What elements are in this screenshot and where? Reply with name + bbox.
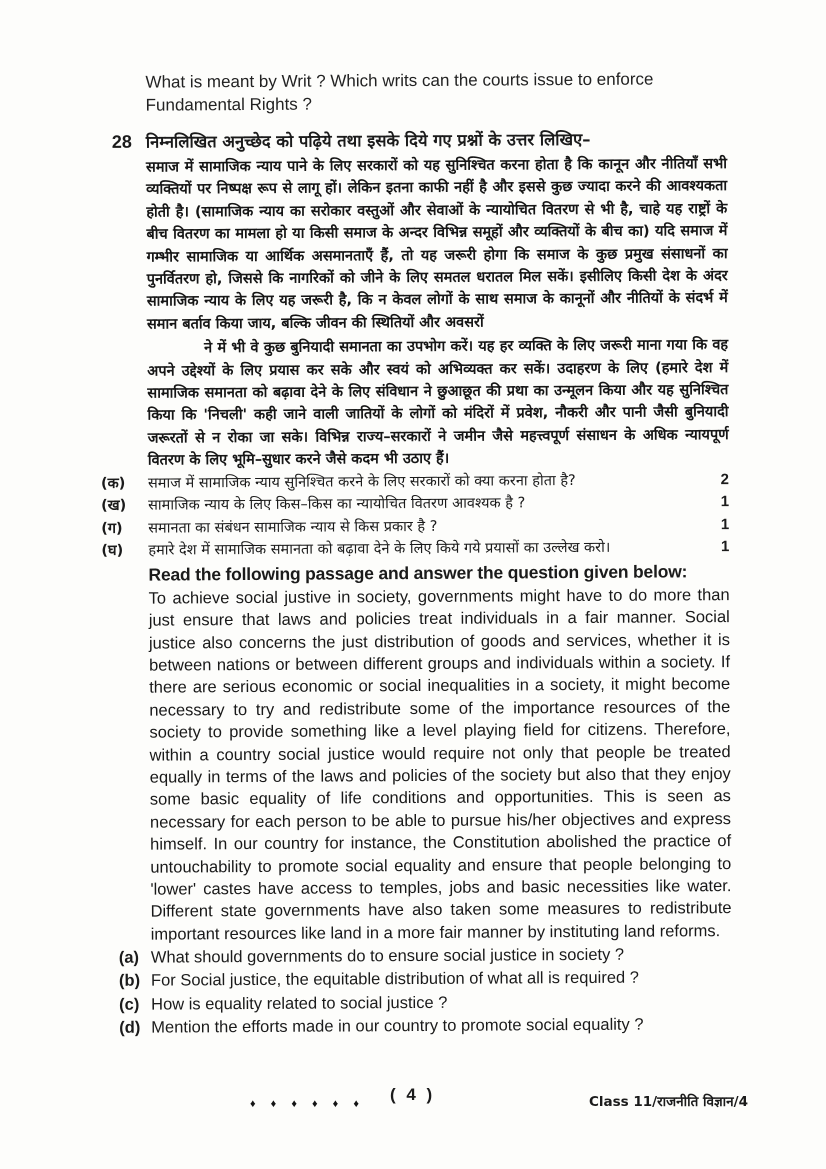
english-question-d-label: (d) <box>119 1018 141 1038</box>
hindi-question-kha-label: (ख) <box>101 497 127 515</box>
footer-document-reference: Class 11/राजनीति विज्ञान/4 <box>588 1094 748 1110</box>
hindi-question-gha <box>101 536 729 562</box>
hindi-passage-paragraph-2: ने में भी वे कुछ बुनियादी समानता का उपभोग करें। यह हर व्यक्ति के लिए जरूरी माना गया कि वह अपने उद्देश्यों के लिए प्रयास कर सके और स्वयं को अभिव्यक्त कर सकें। उदाहरण के लिए (हमारे देश में सामाजिक समानता को बढ़ावा देने के लिए संविधान ने छुआछूत की प्रथा का उन्मूलन किया और यह सुनिश्चित किया कि 'निचली' कही जाने वाली जातियों के लोगों को मंदिरों में प्रवेश, नौकरी और पानी जैसी बुनियादी जरूरतों से न रोका जा सके। विभिन्न राज्य–सरकारों ने जमीन जैसे महत्त्वपूर्ण संसाधन के अधिक न्यायपूर्ण वितरण के लिए भूमि–सुधार करने जैसे कदम भी उठाए हैं। <box>147 337 729 469</box>
hindi-question-ga-label: (ग) <box>101 520 123 537</box>
hindi-question-ka-text: समाज में सामाजिक न्याय सुनिश्चित करने के लिए सरकारों को क्या करना होता है? <box>147 472 576 492</box>
english-passage-text: To achieve social justive in society, governments might have to do more than just ensure that laws and policies treat individuals in a fair manner. Social justice also concerns the just distribution of goods and services, whether it is between nations or between different groups and individuals within a society. If there are serious economic or social inequalities in a society, it might become necessary to try and redistribute some of the importance resources of the society to provide something like a level playing field for citizens. Therefore, within a country social justice would require not only that people be treated equally in terms of the laws and policies of the society but also that they enjoy some basic equality of life conditions and opportunities. This is seen as necessary for each person to be able to pursue his/her objectives and express himself. In our country for instance, the Constitution abolished the practice of untouchability to promote social equality and ensure that people belonging to 'lower' castes have access to temples, jobs and basic necessities like water. Different state governments have also taken some measures to redistribute important resources like land in a more fair manner by instituting land reforms. <box>148 585 732 944</box>
hindi-question-gha-label: (घ) <box>101 542 124 560</box>
writ-question-text: What is meant by Writ ? Which writs can the courts issue to enforce Fundamental Rights ? <box>145 69 654 115</box>
english-question-d-text: Mention the efforts made in our country to promote social equality ? <box>151 1015 644 1037</box>
question-28-heading-row <box>99 126 727 155</box>
english-question-c-text: How is equality related to social justice ? <box>151 993 448 1014</box>
footer-page-number: ( 4 ) <box>390 1085 436 1104</box>
footer-diamond-ornament: ♦ ♦ ♦ ♦ ♦ ♦ <box>250 1098 365 1110</box>
hindi-question-ka-label: (क) <box>100 475 126 492</box>
english-passage-heading: Read the following passage and answer the question given below: <box>148 561 688 585</box>
hindi-question-kha-marks: 1 <box>720 493 730 511</box>
english-question-d <box>119 1013 732 1040</box>
hindi-question-ga-text: समानता का संबंधन सामाजिक न्याय से किस प्रकार है ? <box>148 518 438 537</box>
english-question-b-text: For Social justice, the equitable distribution of what all is required ? <box>150 968 639 990</box>
english-question-a-label: (a) <box>118 948 140 967</box>
hindi-question-kha-text: सामाजिक न्याय के लिए किस–किस का न्यायोचित वितरण आवश्यक है ? <box>148 495 526 514</box>
hindi-question-ka-marks: 2 <box>720 470 729 488</box>
english-question-b-label: (b) <box>118 971 141 991</box>
english-question-a <box>119 943 732 970</box>
hindi-question-gha-text: हमारे देश में सामाजिक समानता को बढ़ावा देने के लिए किये गये प्रयासों का उल्लेख करो। <box>148 539 611 559</box>
english-question-b <box>119 966 732 993</box>
question-28-instruction: निम्नलिखित अनुच्छेद को पढ़िये तथा इसके दिये गए प्रश्नों के उत्तर लिखिए– <box>145 129 591 152</box>
english-question-a-text: What should governments do to ensure social justice in society ? <box>150 945 625 967</box>
hindi-question-gha-marks: 1 <box>720 538 730 556</box>
hindi-passage-paragraph-1: समाज में सामाजिक न्याय पाने के लिए सरकारों को यह सुनिश्चित करना होता है कि कानून और नीतियाँ सभी व्यक्तियों पर निष्पक्ष रूप से लागू हों। लेकिन इतना काफी नहीं है और इससे कुछ ज्यादा करने की आवश्यकता होती है। (सामाजिक न्याय का सरोकार वस्तुओं और सेवाओं के न्यायोचित वितरण से भी है, चाहे यह राष्ट्रों के बीच वितरण का मामला हो या किसी समाज के अन्दर विभिन्न समूहों और व्यक्तियों के बीच का) यदि समाज में गम्भीर सामाजिक या आर्थिक असमानताएँ हैं, तो यह जरूरी होगा कि समाज के कुछ प्रमुख संसाधनों का पुनर्वितरण हो, जिससे कि नागरिकों को जीने के लिए समतल धरातल मिल सकें। इसीलिए किसी देश के अंदर सामाजिक न्याय के लिए यह जरूरी है, कि न केवल लोगों के साथ समाज के कानूनों और नीतियों के संदर्भ में समान बर्ताव किया जाय, बल्कि जीवन की स्थितियों और अवसरों <box>145 156 728 333</box>
hindi-question-ga-marks: 1 <box>720 515 730 533</box>
english-question-c-label: (c) <box>119 995 140 1014</box>
question-28-number: 28 <box>111 131 132 152</box>
english-question-c <box>119 990 732 1017</box>
